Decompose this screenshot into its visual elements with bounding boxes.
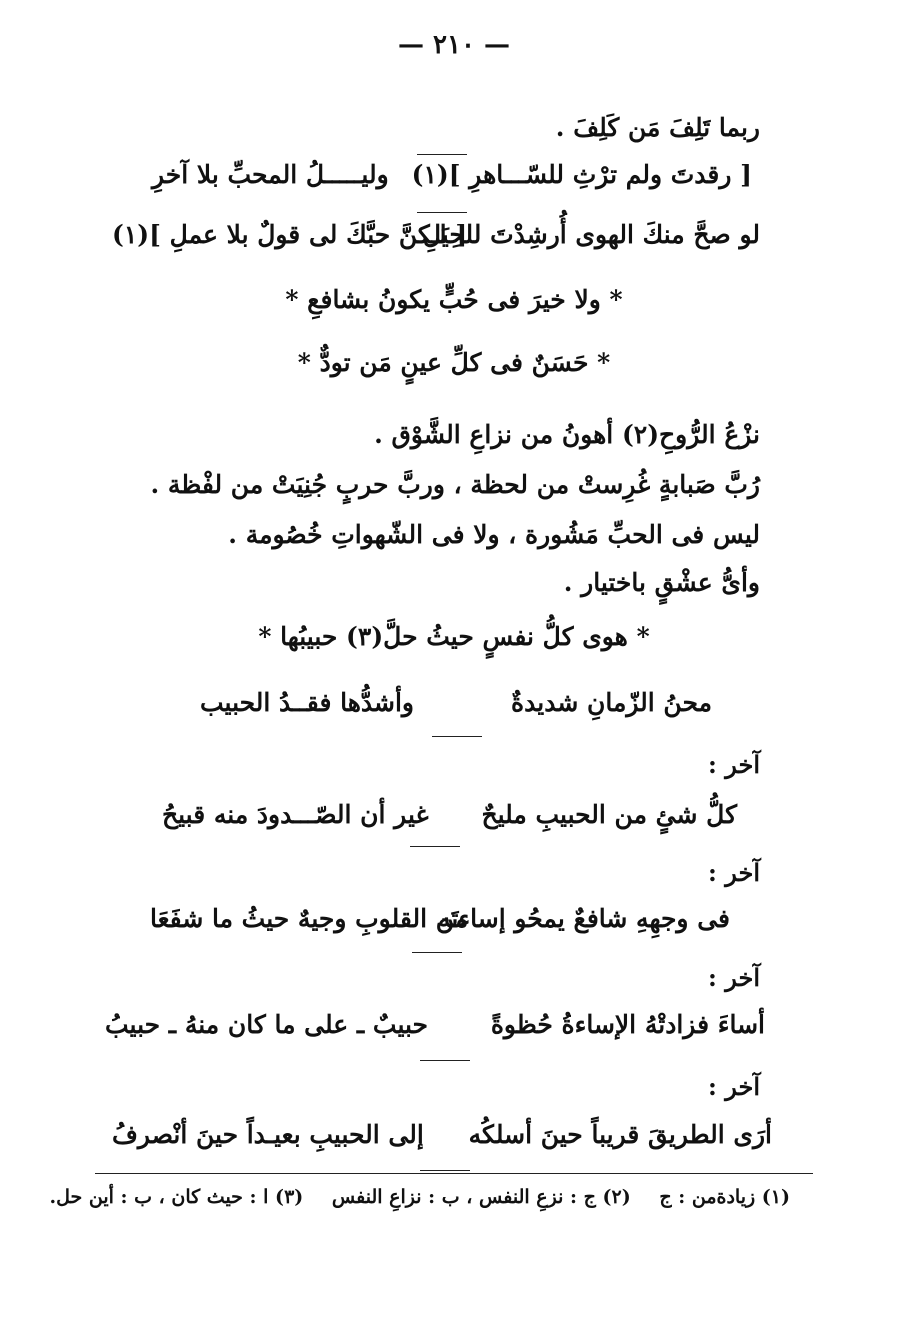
verse-second-hemistich: حبيبٌ ـ على ما كان منهُ ـ حبيبُ — [105, 1010, 429, 1039]
footnote-3: (٣) ا : حيث كان ، ب : أين حل. — [49, 1186, 304, 1208]
verse-first-hemistich: لو صحَّ منكَ الهوى أُرشِدْتَ للحِيَلِ — [422, 220, 760, 249]
verse-second-hemistich: وأشدُّها فقــدُ الحبيب — [200, 688, 415, 717]
hemistich-divider — [410, 846, 460, 847]
verse-line — [150, 904, 730, 948]
footnote-2: (٢) ج : نزعِ النفس ، ب : نزاعِ النفس — [331, 1186, 631, 1208]
centered-hemistich: * حَسَنٌ فى كلِّ عينٍ مَن تودٌّ * — [297, 348, 611, 377]
verse-second-hemistich: [ لـكنَّ حبَّكَ لى قولٌ بلا عملِ ](١) — [112, 220, 468, 249]
verse-line — [105, 1010, 765, 1054]
centered-hemistich: * هوى كلُّ نفسٍ حيثُ حلَّ(٣) حبيبُها * — [258, 622, 650, 651]
verse-line — [162, 800, 737, 844]
next-poet-label: آخر : — [708, 750, 760, 779]
verse-line — [200, 688, 712, 732]
verse-first-hemistich: أساءَ فزادتْهُ الإساءةُ حُظوةً — [490, 1010, 765, 1039]
verse-second-hemistich: وليـــــلُ المحبِّ بلا آخرِ — [152, 160, 389, 189]
hemistich-divider — [420, 1170, 470, 1171]
verse-line — [152, 160, 752, 204]
verse-first-hemistich: فى وجهِهِ شافعٌ يمحُو إساءتَه — [438, 904, 730, 933]
footnote-1: (١) زيادةمن : ج — [659, 1186, 790, 1208]
centered-hemistich: * ولا خيرَ فى حُبٍّ يكونُ بشافعِ * — [285, 285, 623, 314]
hemistich-divider — [412, 952, 462, 953]
footnotes — [28, 1186, 791, 1208]
prose-line: نزْعُ الرُّوحِ(٢) أهونُ من نزاعِ الشَّوْق . — [374, 420, 760, 449]
hemistich-divider — [432, 736, 482, 737]
verse-second-hemistich: إلى الحبيبِ بعيـداً حينَ أنْصرفُ — [112, 1120, 424, 1149]
prose-line: وأىُّ عشْقٍ باختيار . — [563, 568, 760, 597]
verse-first-hemistich: محنُ الزّمانِ شديدةٌ — [511, 688, 712, 717]
verse-line — [112, 220, 760, 264]
verse-line — [112, 1120, 772, 1164]
prose-line: ربما تَلِفَ مَن كَلِفَ . — [555, 113, 760, 142]
prose-line: ليس فى الحبِّ مَشُورة ، ولا فى الشّهواتِ خُصُومة . — [228, 520, 760, 549]
verse-first-hemistich: أرَى الطريقَ قريباً حينَ أسلكُه — [468, 1120, 772, 1149]
next-poet-label: آخر : — [708, 963, 760, 992]
prose-line: رُبَّ صَبابةٍ غُرِستْ من لحظة ، وربَّ حربٍ جُنِيَتْ من لفْظة . — [150, 470, 760, 499]
page-number: — ٢١٠ — — [397, 30, 511, 60]
verse-first-hemistich: [ رقدتَ ولم ترْثِ للسّـــاهرِ ](١) — [411, 160, 752, 189]
hemistich-divider — [417, 154, 467, 155]
next-poet-label: آخر : — [708, 1072, 760, 1101]
hemistich-divider — [420, 1060, 470, 1061]
footnote-rule — [95, 1173, 813, 1174]
hemistich-divider — [417, 212, 467, 213]
verse-first-hemistich: كلُّ شئٍ من الحبيبِ مليحٌ — [481, 800, 737, 829]
verse-second-hemistich: من القلوبِ وجيهٌ حيثُ ما شفَعَا — [150, 904, 469, 933]
next-poet-label: آخر : — [708, 858, 760, 887]
verse-second-hemistich: غير أن الصّـــدودَ منه قبيحُ — [162, 800, 429, 829]
